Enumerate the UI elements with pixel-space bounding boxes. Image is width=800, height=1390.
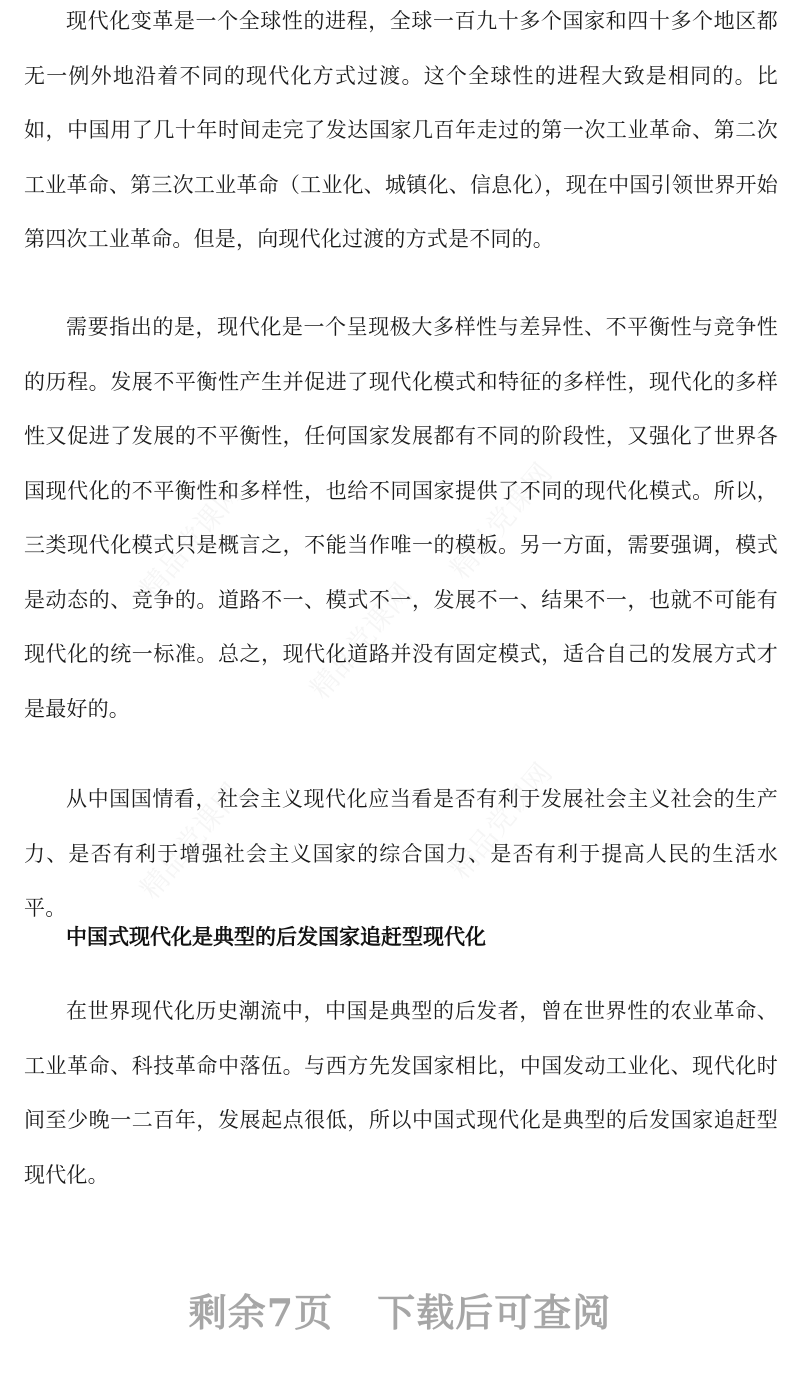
watermark: 精品党课网	[303, 576, 419, 706]
download-prompt-banner[interactable]	[0, 1282, 800, 1337]
download-to-view-label: 下载后可查阅	[377, 1290, 612, 1335]
watermark: 精品党课网	[133, 476, 249, 606]
paragraph: 在世界现代化历史潮流中，中国是典型的后发者，曾在世界性的农业革命、工业革命、科技革命中落伍。与西方先发国家相比，中国发动工业化、现代化时间至少晚一二百年，发展起点很低，所以中国式现代化是典型的后发国家追赶型现代化。	[24, 999, 778, 1187]
watermark: 精品党课网	[443, 756, 559, 886]
watermark: 精品党课网	[443, 456, 559, 586]
watermark: 精品党课网	[133, 776, 249, 906]
paragraph: 需要指出的是，现代化是一个呈现极大多样性与差异性、不平衡性与竞争性的历程。发展不平衡性产生并促进了现代化模式和特征的多样性，现代化的多样性又促进了发展的不平衡性，任何国家发展都有不同的阶段性，又强化了世界各国现代化的不平衡性和多样性，也给不同国家提供了不同的现代化模式。所以，三类现代化模式只是概言之，不能当作唯一的模板。另一方面，需要强调，模式是动态的、竞争的。道路不一、模式不一，发展不一、结果不一，也就不可能有现代化的统一标准。总之，现代化道路并没有固定模式，适合自己的发展方式才是最好的。	[24, 315, 778, 721]
paragraph: 现代化变革是一个全球性的进程，全球一百九十多个国家和四十多个地区都无一例外地沿着不同的现代化方式过渡。这个全球性的进程大致是相同的。比如，中国用了几十年时间走完了发达国家几百年走过的第一次工业革命、第二次工业革命、第三次工业革命（工业化、城镇化、信息化），现在中国引领世界开始第四次工业革命。但是，向现代化过渡的方式是不同的。	[24, 9, 778, 251]
remaining-pages-label: 剩余7页	[188, 1290, 334, 1335]
section-heading: 中国式现代化是典型的后发国家追赶型现代化	[66, 925, 486, 949]
paragraph: 从中国国情看，社会主义现代化应当看是否有利于发展社会主义社会的生产力、是否有利于增强社会主义国家的综合国力、是否有利于提高人民的生活水平。	[24, 787, 778, 920]
